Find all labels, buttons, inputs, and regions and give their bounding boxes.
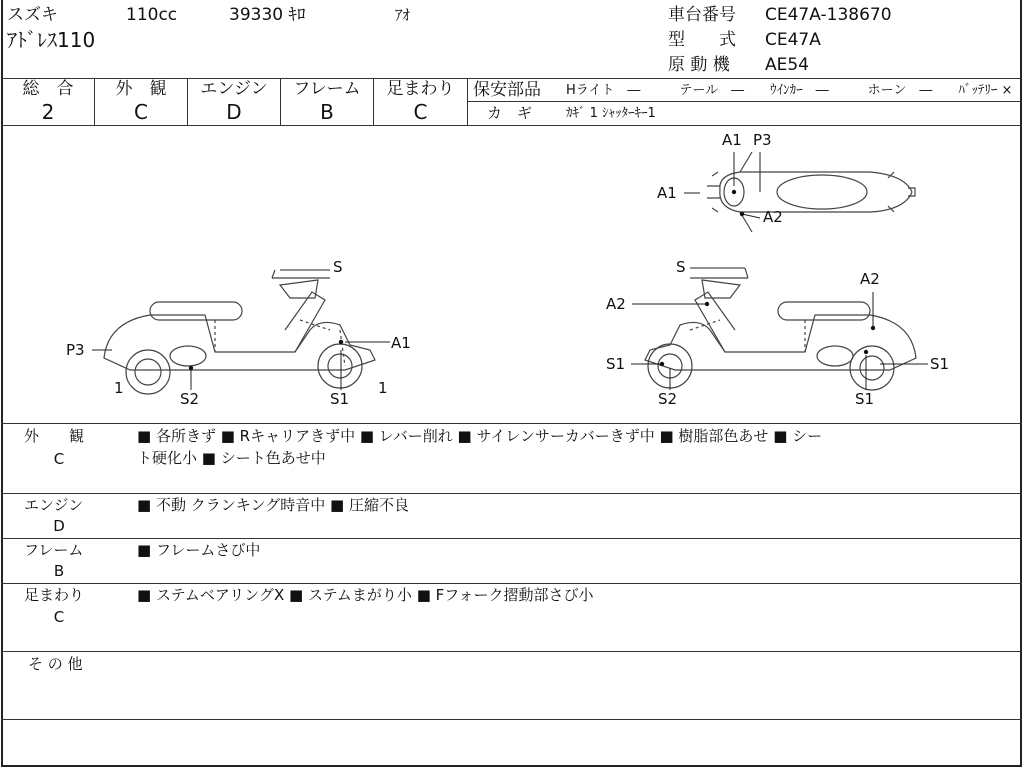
keys-value: ｶｷﾞ 1 ｼｬｯﾀｰｷｰ1 [566,106,656,121]
damage-code-label: A1 [391,334,411,352]
damage-code-label: P3 [66,341,85,359]
damage-code-label: S [676,258,686,276]
damage-code-label: S1 [930,355,950,373]
type-label: 型 式 [668,30,736,50]
damage-code-label: A2 [860,270,880,288]
remark-engine-label: エンジン [24,496,84,514]
damage-code-label: A1 [722,131,742,149]
remark-frame-label: フレーム [24,541,84,559]
color: ｱｵ [395,6,411,24]
grade-suspension-value: C [413,100,428,124]
damage-code-label: 1 [378,379,388,397]
grade-engine-label: エンジン [200,79,268,99]
engine-label: 原 動 機 [668,55,730,75]
top-view-scooter-drawing [707,152,915,232]
damage-code-label: S1 [606,355,626,373]
frame-no: CE47A-138670 [765,5,892,25]
rule [1,719,1022,720]
grade-engine-value: D [226,100,242,124]
safety-parts-label: 保安部品 [473,80,541,100]
engine-value: AE54 [765,55,810,75]
mileage: 39330 ｷﾛ [229,5,306,25]
displacement: 110cc [126,5,178,25]
damage-code-label: S2 [180,390,200,408]
grade-frame-label: フレーム [293,79,361,99]
damage-code-label: P3 [753,131,772,149]
damage-code-label: A2 [763,208,783,226]
left-scooter-drawing [104,270,375,397]
grade-frame-value: B [320,100,334,124]
remark-exterior-label: 外 観 [24,427,85,445]
rule [467,101,1022,102]
damage-code-label: 1 [114,379,124,397]
damage-code-label: A1 [657,184,677,202]
rule [1,423,1022,424]
rule [467,78,468,125]
remark-other-label: そ の 他 [28,655,83,673]
remark-frame-grade: B [53,562,65,580]
damage-code-label: S2 [658,390,678,408]
grade-overall-label: 総 合 [22,79,74,99]
remark-engine-text: ■ 不動 クランキング時音中 ■ 圧縮不良 [137,496,409,514]
remark-exterior-text: ■ 各所きず ■ Rキャリアきず中 ■ レバー削れ ■ サイレンサーカバーきず中 ■ 樹脂部色あせ ■ シー [137,427,823,445]
remark-exterior-grade: C [53,450,65,468]
grade-overall-value: 2 [41,100,55,124]
safety-parts-items: Hライト ― テール ― ｳｲﾝｶｰ ― ホーン ― ﾊﾞｯﾃﾘｰ × [566,83,1013,98]
remark-suspension-text: ■ ステムベアリングX ■ ステムまがり小 ■ Fフォーク摺動部さび小 [137,586,594,604]
model-name: ｱﾄﾞﾚｽ110 [7,28,96,52]
remark-frame-text: ■ フレームさび中 [137,541,261,559]
maker: スズキ [7,5,58,25]
keys-label: カ ギ [487,104,533,122]
remark-suspension-grade: C [53,608,65,626]
frame-no-label: 車台番号 [668,5,736,25]
damage-code-label: A2 [606,295,626,313]
damage-code-label: S [333,258,343,276]
damage-code-label: S1 [330,390,350,408]
type-value: CE47A [765,30,821,50]
remark-suspension-label: 足まわり [24,586,85,604]
grade-exterior-label: 外 観 [115,79,167,99]
rule [1,583,1022,584]
rule [1,493,1022,494]
damage-code-label: S1 [855,390,875,408]
grade-exterior-value: C [134,100,148,124]
rule [1,538,1022,539]
remark-exterior-text-cont: ト硬化小 ■ シート色あせ中 [137,449,326,467]
remark-engine-grade: D [53,517,65,535]
grade-suspension-label: 足まわり [386,79,455,99]
rule [1,651,1022,652]
